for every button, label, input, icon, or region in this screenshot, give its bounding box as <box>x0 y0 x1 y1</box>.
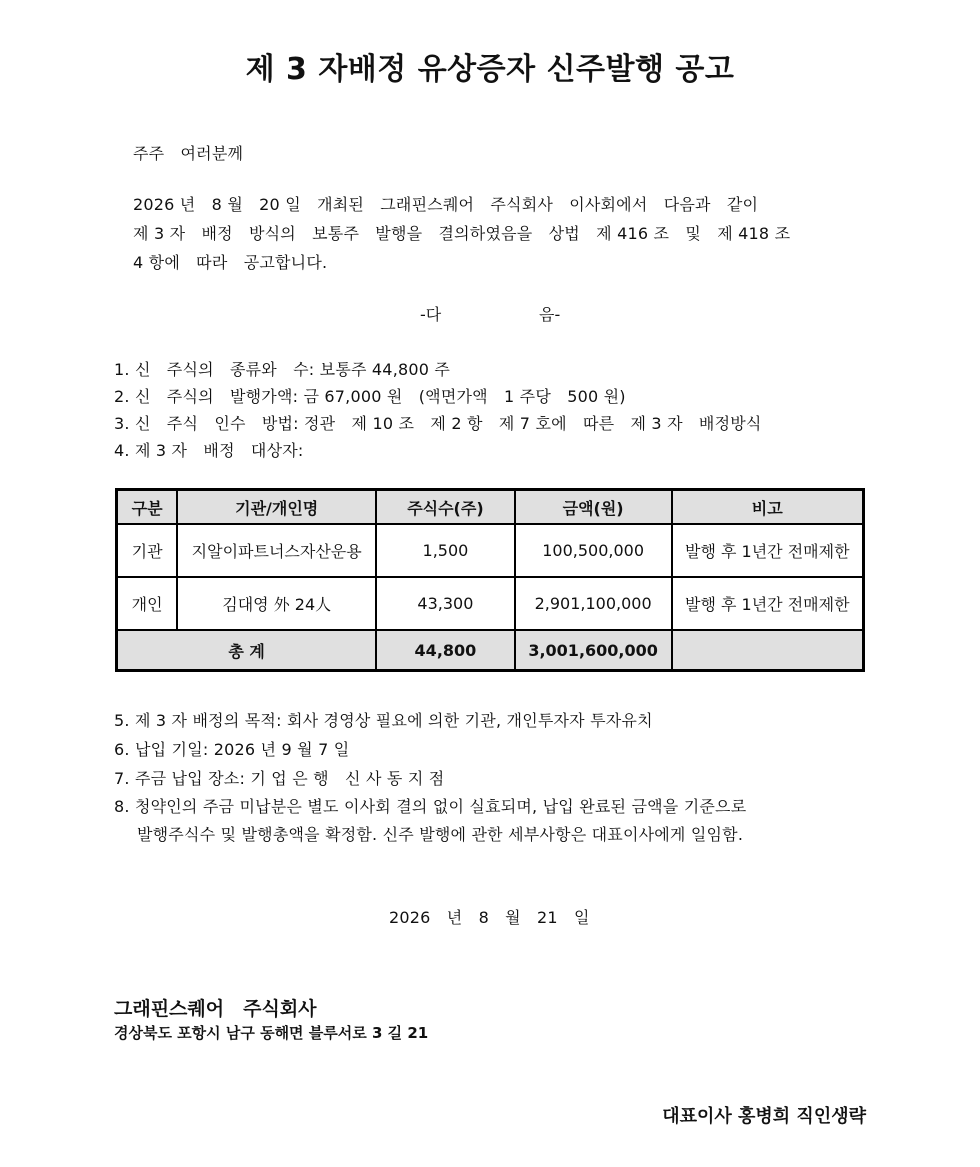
item-8-continued: 발행주식수 및 발행총액을 확정함. 신주 발행에 관한 세부사항은 대표이사에게 일임함. <box>137 825 744 844</box>
company-address: 경상북도 포항시 남구 동해면 블루서로 3 길 21 <box>114 1024 429 1042</box>
cell-name: 지알이파트너스자산운용 <box>177 524 376 577</box>
header-category: 구분 <box>117 490 178 525</box>
cell-amount: 2,901,100,000 <box>515 577 672 630</box>
item-5: 5. 제 3 자 배정의 목적: 회사 경영상 필요에 의한 기관, 개인투자자 투자유치 <box>114 711 653 730</box>
header-shares: 주식수(주) <box>376 490 515 525</box>
cell-amount: 100,500,000 <box>515 524 672 577</box>
table-header-row <box>117 490 864 525</box>
signature: 대표이사 홍병희 직인생략 <box>662 1106 866 1127</box>
table-total-row <box>117 630 864 671</box>
header-name: 기관/개인명 <box>177 490 376 525</box>
item-6: 6. 납입 기일: 2026 년 9 월 7 일 <box>114 740 350 759</box>
header-note: 비고 <box>672 490 864 525</box>
da-heading-right: 음- <box>539 305 561 324</box>
cell-category: 기관 <box>117 524 178 577</box>
item-3: 3. 신 주식 인수 방법: 정관 제 10 조 제 2 항 제 7 호에 따른 제 3 자 배정방식 <box>114 414 762 433</box>
intro-line-3: 4 항에 따라 공고합니다. <box>133 253 328 272</box>
cell-category: 개인 <box>117 577 178 630</box>
item-2: 2. 신 주식의 발행가액: 금 67,000 원 (액면가액 1 주당 500 원) <box>114 387 626 406</box>
header-amount: 금액(원) <box>515 490 672 525</box>
table-row <box>117 524 864 577</box>
allocation-table <box>115 488 865 672</box>
total-note <box>672 630 864 671</box>
document-title: 제 3 자배정 유상증자 신주발행 공고 <box>245 52 735 87</box>
company-name: 그래핀스퀘어 주식회사 <box>114 998 317 1020</box>
total-label: 총 계 <box>117 630 377 671</box>
cell-name: 김대영 外 24人 <box>177 577 376 630</box>
intro-line-1: 2026 년 8 월 20 일 개최된 그래핀스퀘어 주식회사 이사회에서 다음과 같이 <box>133 195 759 214</box>
greeting: 주주 여러분께 <box>133 144 244 163</box>
cell-note: 발행 후 1년간 전매제한 <box>672 577 864 630</box>
item-1: 1. 신 주식의 종류와 수: 보통주 44,800 주 <box>114 360 451 379</box>
announcement-date: 2026 년 8 월 21 일 <box>389 908 590 927</box>
total-shares: 44,800 <box>376 630 515 671</box>
item-7: 7. 주금 납입 장소: 기 업 은 행 신 사 동 지 점 <box>114 769 445 788</box>
da-heading-left: -다 <box>420 305 442 324</box>
table-row <box>117 577 864 630</box>
item-8: 8. 청약인의 주금 미납분은 별도 이사회 결의 없이 실효되며, 납입 완료된 금액을 기준으로 <box>114 797 747 816</box>
intro-line-2: 제 3 자 배정 방식의 보통주 발행을 결의하였음을 상법 제 416 조 및 제 418 조 <box>133 224 791 243</box>
total-amount: 3,001,600,000 <box>515 630 672 671</box>
cell-note: 발행 후 1년간 전매제한 <box>672 524 864 577</box>
cell-shares: 43,300 <box>376 577 515 630</box>
item-4: 4. 제 3 자 배정 대상자: <box>114 441 304 460</box>
cell-shares: 1,500 <box>376 524 515 577</box>
